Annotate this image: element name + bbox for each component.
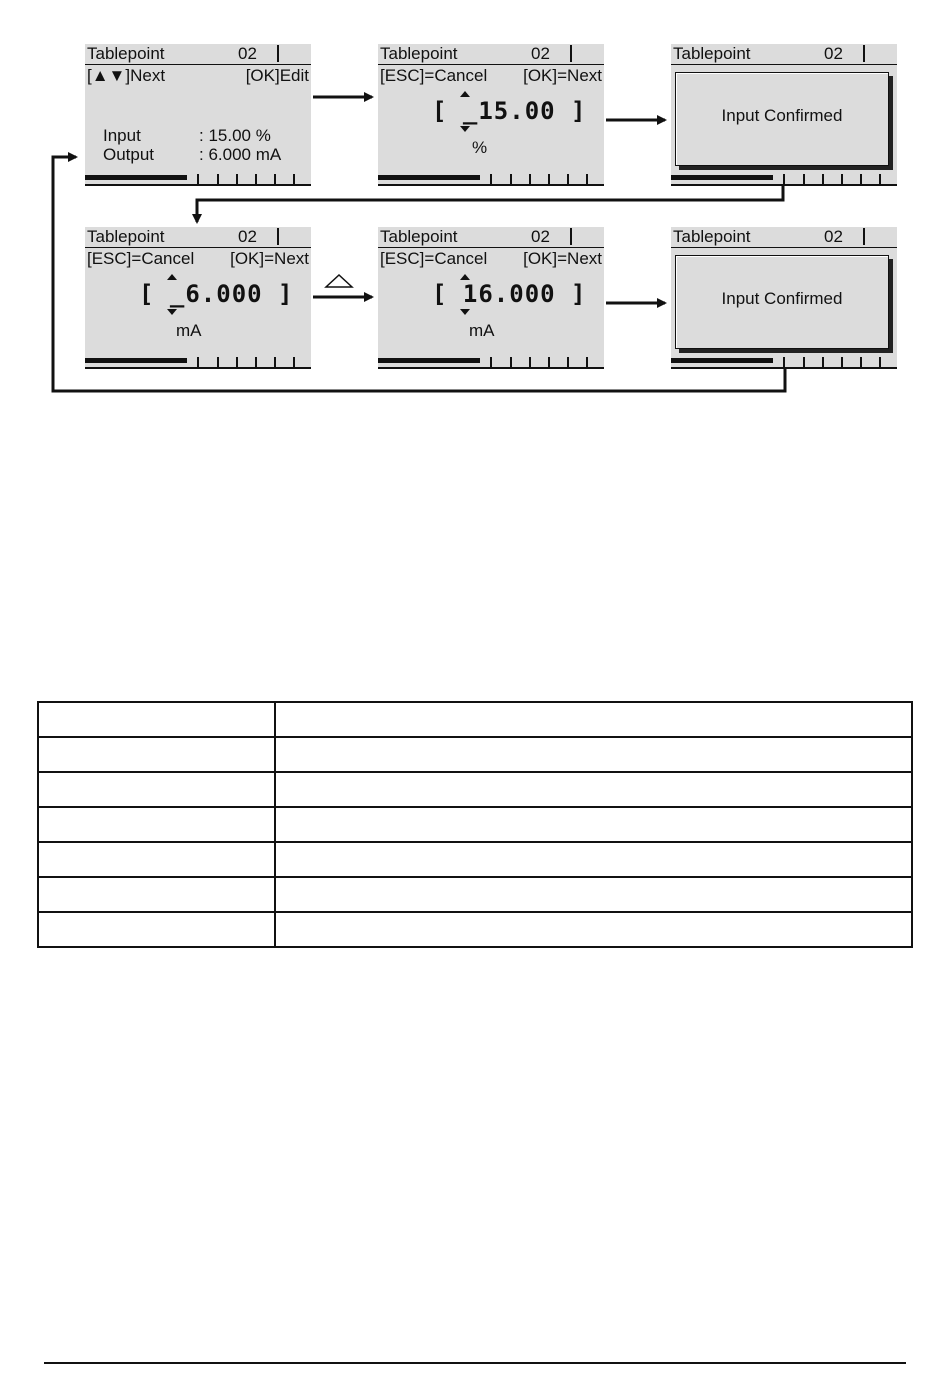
table-cell	[275, 912, 912, 947]
softkey-right-label: [OK]Edit	[245, 66, 309, 85]
footer-tick	[529, 357, 531, 368]
softkey-left-label: [▲▼]Next	[87, 66, 166, 85]
table-cell	[275, 737, 912, 772]
screen-title-bar	[378, 44, 604, 65]
table-cell	[38, 912, 275, 947]
confirmation-dialog	[675, 72, 889, 166]
footer-bar-line	[378, 175, 480, 180]
table-cell	[38, 877, 275, 912]
footer-tick	[197, 174, 199, 185]
screen-title-bar	[378, 227, 604, 248]
decrement-caret-icon	[460, 309, 470, 315]
title-separator	[863, 45, 865, 62]
lcd-screen-2	[378, 44, 604, 186]
footer-tick	[548, 174, 550, 185]
title-separator	[570, 228, 572, 245]
footer-tick	[490, 357, 492, 368]
screen-title: Tablepoint	[673, 44, 751, 63]
screen-number: 02	[531, 227, 550, 246]
softkey-right-label: [OK]=Next	[230, 249, 309, 268]
progress-footer	[671, 353, 897, 369]
footer-tick	[236, 357, 238, 368]
footer-tick	[567, 357, 569, 368]
footer-tick	[490, 174, 492, 185]
title-separator	[863, 228, 865, 245]
table-row	[38, 842, 912, 877]
footer-tick	[217, 174, 219, 185]
table-cell	[275, 842, 912, 877]
footer-bar-line	[378, 358, 480, 363]
footer-tick	[197, 357, 199, 368]
footer-tick	[255, 174, 257, 185]
confirmation-message: Input Confirmed	[721, 106, 843, 125]
footer-tick	[841, 174, 843, 185]
screen-title: Tablepoint	[380, 44, 458, 63]
footer-tick	[529, 174, 531, 185]
footer-tick	[274, 357, 276, 368]
unit-label: mA	[469, 321, 495, 340]
confirmation-message: Input Confirmed	[721, 289, 843, 308]
table-cell	[275, 772, 912, 807]
softkey-left-label: [ESC]=Cancel	[380, 66, 488, 85]
unit-label: %	[472, 138, 488, 157]
table-row	[38, 807, 912, 842]
footer-tick	[510, 174, 512, 185]
decrement-caret-icon	[167, 309, 177, 315]
footer-bar-line	[671, 175, 773, 180]
screen-number: 02	[238, 44, 257, 63]
table-cell	[38, 772, 275, 807]
screen-title-bar	[671, 44, 897, 65]
table-cell	[38, 702, 275, 737]
footer-tick	[586, 357, 588, 368]
softkey-left-label: [ESC]=Cancel	[87, 249, 195, 268]
title-separator	[570, 45, 572, 62]
edit-value: [ _15.00 ]	[432, 97, 587, 125]
table-row	[38, 912, 912, 947]
progress-footer	[671, 170, 897, 186]
footer-bar-line	[85, 358, 187, 363]
lcd-screen-3	[671, 44, 897, 186]
footer-tick	[567, 174, 569, 185]
screen-number: 02	[238, 227, 257, 246]
footer-tick	[548, 357, 550, 368]
title-separator	[277, 45, 279, 62]
screen-title: Tablepoint	[380, 227, 458, 246]
footer-tick	[217, 357, 219, 368]
screen-number: 02	[824, 44, 843, 63]
screen-title-bar	[85, 227, 311, 248]
confirmation-dialog	[675, 255, 889, 349]
table-row	[38, 877, 912, 912]
footer-tick	[841, 357, 843, 368]
title-separator	[277, 228, 279, 245]
table-cell	[275, 702, 912, 737]
progress-footer	[85, 170, 311, 186]
lcd-screen-4	[85, 227, 311, 369]
parameter-table	[37, 701, 913, 948]
footer-tick	[879, 357, 881, 368]
table-row	[38, 702, 912, 737]
table-cell	[38, 807, 275, 842]
decrement-caret-icon	[460, 126, 470, 132]
footer-tick	[783, 357, 785, 368]
screen-title: Tablepoint	[673, 227, 751, 246]
footer-tick	[783, 174, 785, 185]
footer-divider	[44, 1362, 906, 1364]
footer-tick	[293, 357, 295, 368]
table-cell	[275, 807, 912, 842]
footer-tick	[860, 357, 862, 368]
footer-tick	[803, 357, 805, 368]
screen-title-bar	[85, 44, 311, 65]
softkey-left-label: [ESC]=Cancel	[380, 249, 488, 268]
table-row	[38, 772, 912, 807]
screen-number: 02	[824, 227, 843, 246]
softkey-right-label: [OK]=Next	[523, 249, 602, 268]
input-label: Input	[103, 126, 141, 145]
screen-title-bar	[671, 227, 897, 248]
edit-value: [ _6.000 ]	[139, 280, 294, 308]
progress-footer	[378, 170, 604, 186]
unit-label: mA	[176, 321, 202, 340]
up-key-icon	[326, 275, 352, 287]
footer-tick	[274, 174, 276, 185]
footer-tick	[879, 174, 881, 185]
footer-tick	[860, 174, 862, 185]
arrow-screen3-to-screen4	[197, 186, 783, 222]
lcd-screen-5	[378, 227, 604, 369]
footer-tick	[803, 174, 805, 185]
table-cell	[38, 737, 275, 772]
footer-tick	[586, 174, 588, 185]
screen-title: Tablepoint	[87, 44, 165, 63]
footer-tick	[293, 174, 295, 185]
input-value: : 15.00 %	[199, 126, 271, 145]
lcd-screen-6	[671, 227, 897, 369]
progress-footer	[378, 353, 604, 369]
footer-tick	[255, 357, 257, 368]
output-value: : 6.000 mA	[199, 145, 282, 164]
lcd-screen-1	[85, 44, 311, 186]
output-label: Output	[103, 145, 155, 164]
footer-tick	[236, 174, 238, 185]
footer-bar-line	[671, 358, 773, 363]
table-cell	[38, 842, 275, 877]
table-row	[38, 737, 912, 772]
footer-tick	[510, 357, 512, 368]
softkey-right-label: [OK]=Next	[523, 66, 602, 85]
footer-tick	[822, 174, 824, 185]
table-cell	[275, 877, 912, 912]
screen-number: 02	[531, 44, 550, 63]
footer-bar-line	[85, 175, 187, 180]
footer-tick	[822, 357, 824, 368]
screen-title: Tablepoint	[87, 227, 165, 246]
progress-footer	[85, 353, 311, 369]
edit-value: [ 16.000 ]	[432, 280, 587, 308]
